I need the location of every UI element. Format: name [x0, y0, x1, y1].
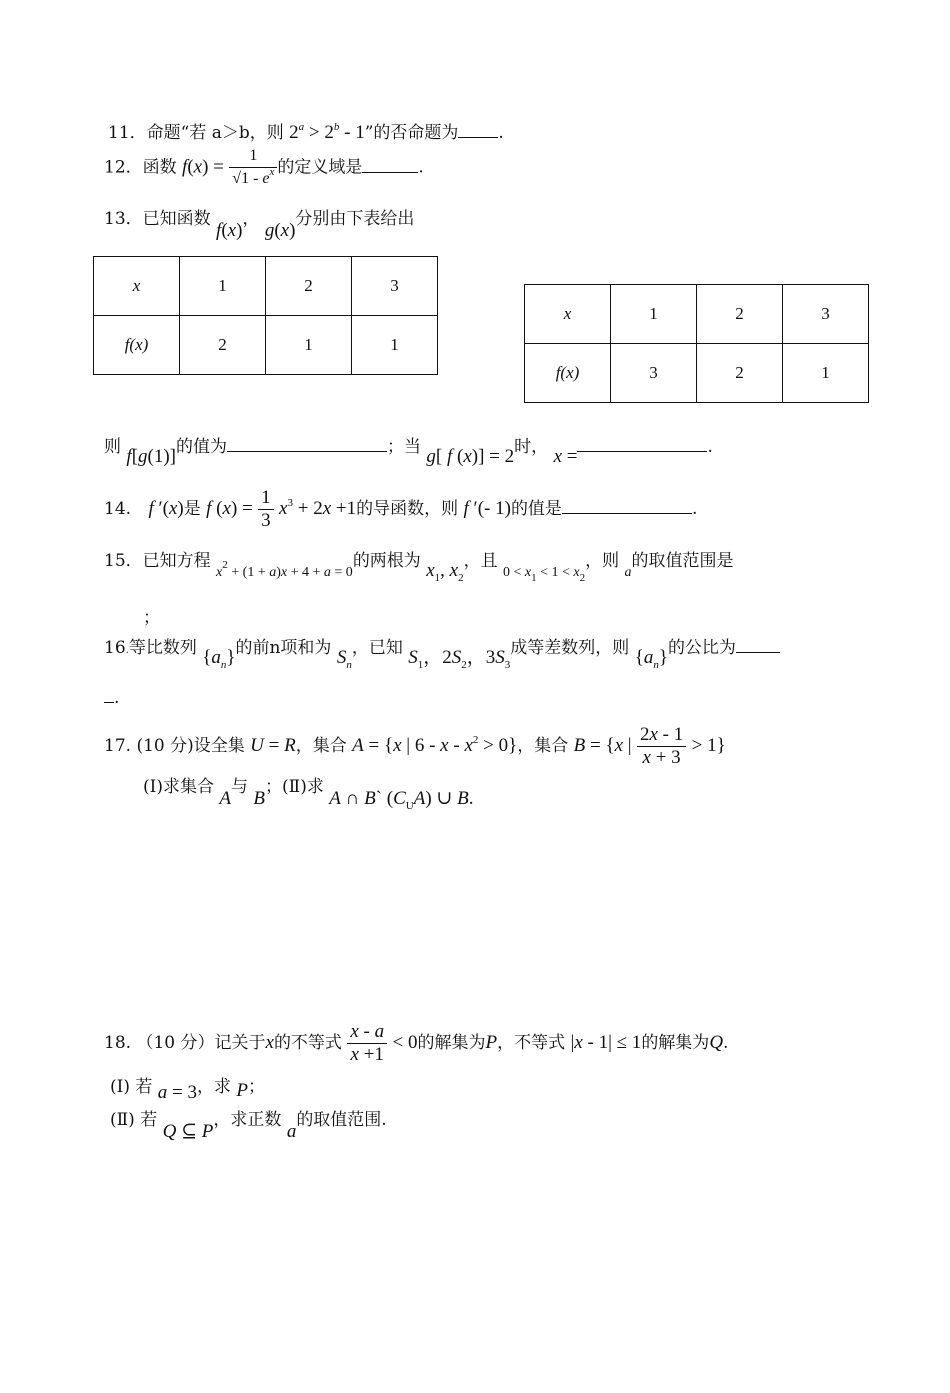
- question-text: 成等差数列，则: [510, 638, 630, 658]
- question-text: ；: [248, 1077, 266, 1097]
- question-15-line2: ；: [143, 608, 160, 628]
- math-expression: g[ f (x)] = 2: [426, 446, 515, 467]
- question-text: 命题“若 a＞b，则: [146, 123, 284, 143]
- math-expression: f ′(x): [148, 498, 184, 519]
- value-table-1: [93, 256, 438, 375]
- math-expression: Q ⊆ P: [162, 1121, 214, 1142]
- math-expression: $S_n$: [336, 647, 352, 671]
- punctuation: .: [707, 437, 713, 457]
- question-text: 的取值范围.: [296, 1110, 387, 1130]
- question-number: 11．: [108, 123, 147, 143]
- question-text: ，已知: [351, 638, 403, 658]
- question-12: [104, 145, 424, 191]
- question-text: 与: [231, 777, 248, 797]
- math-expression: x =: [553, 446, 578, 467]
- question-text: 的解集为: [417, 1033, 486, 1053]
- table-cell: 1: [352, 316, 438, 375]
- table-cell: 1: [611, 285, 697, 344]
- question-number: 16: [104, 638, 126, 658]
- answer-blank: [227, 437, 387, 452]
- punctuation: .: [691, 499, 698, 519]
- math-expression: x2 + (1 + a)x + 4 + a = 0: [216, 559, 353, 580]
- fraction: $\frac{2x - 1}{x + 3}$: [637, 724, 686, 769]
- question-text: 是: [183, 499, 201, 519]
- table-cell: x: [94, 257, 180, 316]
- math-expression: $S_1$，$2S_2$，$3S_3$: [408, 647, 511, 671]
- math-expression: |x - 1| ≤ 1: [570, 1032, 642, 1053]
- math-expression: x: [265, 1032, 274, 1053]
- math-expression: Q: [709, 1032, 724, 1053]
- question-text: 的值为: [176, 437, 227, 457]
- math-expression: g(x): [264, 220, 296, 241]
- question-15: [104, 546, 734, 584]
- question-text: 函数: [142, 157, 177, 178]
- question-text: 的前n项和为: [235, 638, 332, 658]
- question-text: 的导函数，则: [356, 499, 459, 519]
- math-expression: f[g(1)]: [126, 446, 176, 467]
- question-text: 的定义域是: [277, 157, 363, 178]
- fraction: $\frac{1}{3}$: [258, 487, 274, 532]
- question-text: ，求正数: [213, 1110, 282, 1130]
- math-expression: $x^3 + 2x +1$: [279, 497, 357, 519]
- table-cell: 2: [697, 344, 783, 403]
- question-text: 已知函数: [142, 209, 211, 229]
- math-expression: P: [485, 1032, 498, 1053]
- table-row: [94, 316, 438, 375]
- answer-blank: [577, 437, 707, 452]
- math-expression: f (x) =: [206, 498, 253, 519]
- question-18: 18. （10 分）记关于x的不等式 $\frac{x - a}{x +1}$ < 0的解集为P，不等式 |x - 1| ≤ 1的解集为Q.: [104, 1021, 729, 1065]
- table-cell: f(x): [94, 316, 180, 375]
- question-text: 等比数列: [128, 638, 197, 658]
- math-expression: < 0: [392, 1032, 418, 1053]
- math-expression: f(x): [216, 220, 243, 241]
- math-expression: $x_1$, $x_2$: [426, 560, 464, 584]
- question-number: 12．: [104, 157, 143, 178]
- question-text: ，且: [463, 551, 498, 571]
- math-expression: A: [219, 788, 231, 809]
- question-text: ；当: [387, 437, 421, 457]
- question-text: ，不等式: [497, 1033, 566, 1053]
- table-cell: x: [525, 285, 611, 344]
- math-expression: B = {x |: [573, 735, 632, 756]
- question-text: ”的否命题为: [364, 123, 459, 143]
- question-text: ；(Ⅱ)求: [265, 777, 324, 797]
- math-expression: U = R: [250, 735, 296, 756]
- question-text: 的不等式: [273, 1033, 342, 1053]
- table-row: [525, 344, 869, 403]
- math-expression: a: [286, 1121, 297, 1142]
- punctuation: ，: [242, 209, 260, 229]
- math-expression: P: [236, 1080, 249, 1101]
- question-text: (10 分)设全集: [136, 736, 245, 756]
- question-text: ，集合: [295, 736, 347, 756]
- math-expression: B: [253, 788, 266, 809]
- question-number: 18.: [104, 1033, 132, 1053]
- table-cell: 3: [783, 285, 869, 344]
- question-text: (Ⅰ) 若: [110, 1077, 153, 1097]
- question-text: 则: [104, 437, 121, 457]
- question-text: 已知方程: [142, 551, 211, 571]
- math-expression: $\{a_n\}$: [202, 647, 236, 671]
- punctuation: .: [418, 157, 424, 178]
- table-cell: 2: [697, 285, 783, 344]
- table-cell: 1: [783, 344, 869, 403]
- table-cell: 3: [352, 257, 438, 316]
- math-expression: $\{a_n\}$: [634, 647, 668, 671]
- fraction: $\frac{x - a}{x +1}$: [347, 1021, 387, 1066]
- question-text: 的公比为: [667, 638, 736, 658]
- question-16-line2: [104, 688, 119, 708]
- question-18-part1: [110, 1072, 266, 1103]
- answer-blank: [458, 123, 498, 138]
- question-text: ，求: [197, 1077, 232, 1097]
- table-cell: 1: [266, 316, 352, 375]
- table-cell: 1: [180, 257, 266, 316]
- table-cell: f(x): [525, 344, 611, 403]
- answer-blank: [736, 638, 780, 653]
- question-16: 16.等比数列 $\{a_n\}$的前n项和为 $S_n$，已知 $S_1$，$2S_2$，$3S_3$成等差数列，则 $\{a_n\}$的公比为: [104, 632, 780, 659]
- math-expression: a: [624, 565, 632, 580]
- question-17-parts: [143, 772, 474, 812]
- question-text: (Ⅱ) 若: [110, 1110, 158, 1130]
- question-text: （10 分）记关于: [136, 1033, 266, 1053]
- math-expression: f(x) =: [182, 156, 224, 178]
- punctuation: .: [498, 123, 504, 143]
- question-17: [104, 724, 726, 769]
- math-expression: > 1}: [691, 735, 726, 756]
- answer-blank: [562, 499, 692, 514]
- table-cell: 2: [266, 257, 352, 316]
- question-text: 时，: [514, 437, 549, 457]
- question-number: 14.: [104, 499, 132, 519]
- table-row: [94, 257, 438, 316]
- question-text: 的解集为: [641, 1033, 710, 1053]
- question-text: 的值是: [510, 499, 562, 519]
- math-expression: $2^a > 2^b - 1$: [289, 121, 365, 143]
- question-text: 的两根为: [352, 551, 421, 571]
- value-table-2: [524, 284, 869, 403]
- question-text: ，集合: [517, 736, 569, 756]
- math-expression: A = {x | $6 - x - x^2 > 0$}: [352, 734, 518, 756]
- math-expression: A ∩ B` $(C_UA)$ ∪ B.: [329, 788, 474, 812]
- question-number: 15．: [104, 551, 143, 571]
- question-13-answer-line: [104, 432, 713, 467]
- punctuation: .: [114, 688, 120, 708]
- question-number: 17.: [104, 736, 132, 756]
- question-text: 分别由下表给出: [295, 209, 415, 229]
- fraction: $\frac{1}{√1 - e^x}$: [229, 145, 277, 191]
- math-expression: a = 3: [157, 1082, 198, 1103]
- answer-blank: [104, 688, 114, 703]
- question-14: [104, 487, 697, 532]
- question-text: (Ⅰ)求集合: [143, 777, 214, 797]
- table-row: [525, 285, 869, 344]
- table-cell: 3: [611, 344, 697, 403]
- question-text: 的取值范围是: [631, 551, 734, 571]
- math-expression: f ′(- 1): [463, 498, 511, 519]
- math-expression: 0 < x1 < 1 < x2: [503, 565, 586, 584]
- table-cell: 2: [180, 316, 266, 375]
- question-number: 13．: [104, 209, 143, 229]
- question-13: [104, 204, 415, 241]
- question-18-part2: [110, 1105, 387, 1142]
- question-text: ，则: [585, 551, 620, 571]
- question-11: [108, 118, 504, 144]
- answer-blank: [362, 158, 418, 173]
